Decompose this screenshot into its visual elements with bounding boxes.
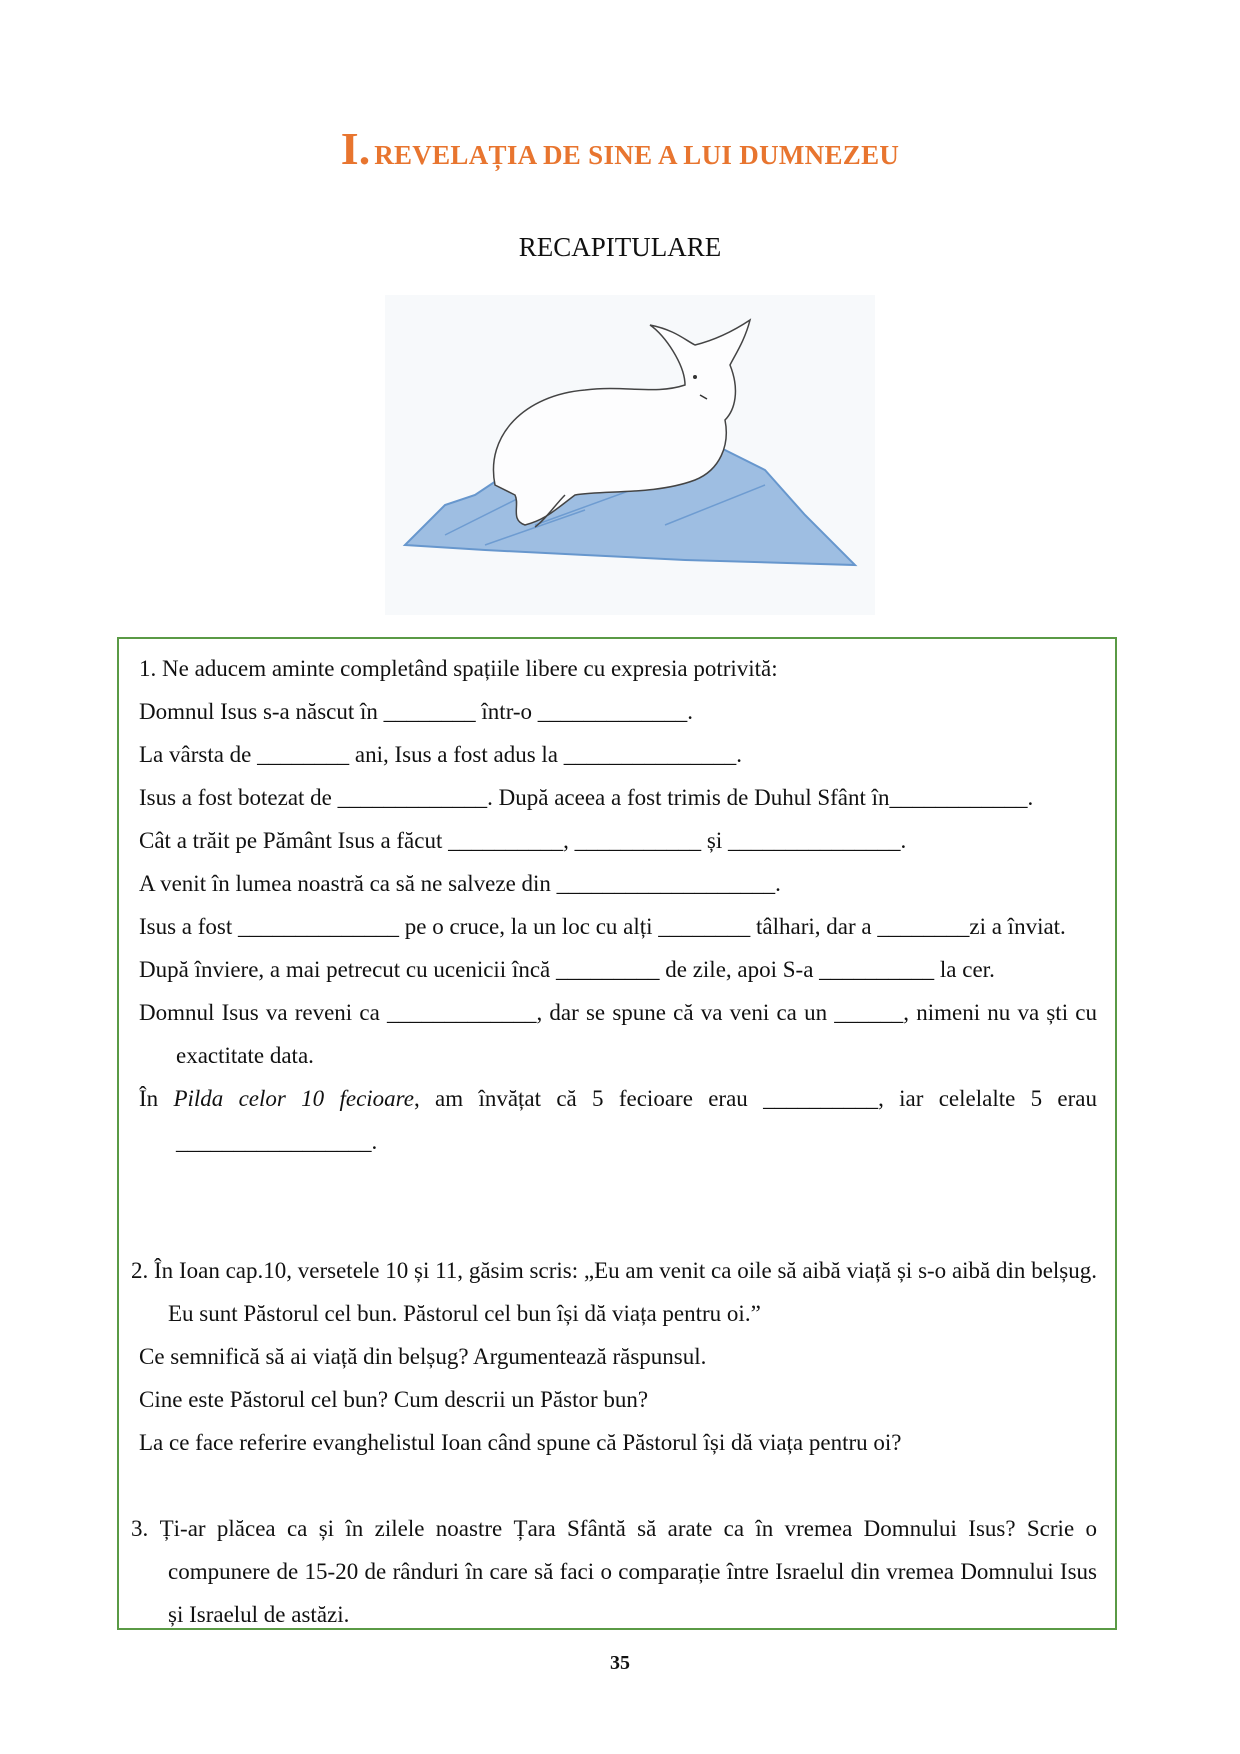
exercise-1-line: După înviere, a mai petrecut cu ucenicii încă _________ de zile, apoi S-a __________ la cer.: [139, 957, 995, 982]
exercise-2-question: La ce face referire evanghelistul Ioan când spune că Păstorul își dă viața pentru oi?: [139, 1430, 902, 1455]
exercise-1-line: Isus a fost botezat de _____________. După aceea a fost trimis de Duhul Sfânt în____________.: [139, 785, 1034, 810]
chapter-title: [0, 122, 1240, 175]
exercise-3-text: 3. Ți-ar plăcea ca și în zilele noastre Țara Sfântă să arate ca în vremea Domnului Isus? Scrie o compunere de 15-20 de rânduri în care să faci o comparație între Israelul din vremea Domnului Isus și Israelul de astăzi.: [131, 1516, 1097, 1627]
exercise-1-line: La vârsta de ________ ani, Isus a fost adus la _______________.: [139, 742, 743, 767]
exercise-1-line: Cât a trăit pe Pământ Isus a făcut __________, ___________ și _______________.: [139, 828, 907, 853]
exercise-1-line: Isus a fost ______________ pe o cruce, la un loc cu alți ________ tâlhari, dar a ________zi a înviat.: [139, 914, 1066, 939]
lamb-illustration: [385, 295, 875, 615]
page-number: 35: [610, 1652, 630, 1674]
chapter-title-text: REVELAȚIA DE SINE A LUI DUMNEZEU: [374, 140, 900, 170]
exercise-1-line: A venit în lumea noastră ca să ne salveze din ___________________.: [139, 871, 781, 896]
parable-title: Pilda celor 10 fecioare: [173, 1086, 414, 1111]
exercise-1-intro: 1. Ne aducem aminte completând spațiile libere cu expresia potrivită:: [139, 656, 778, 681]
exercise-2-question: Ce semnifică să ai viață din belșug? Argumentează răspunsul.: [139, 1344, 707, 1369]
text: În: [139, 1086, 174, 1111]
exercise-1-line: Domnul Isus va reveni ca _____________, dar se spune că va veni ca un ______, nimeni nu va ști cu exactitate data.: [139, 1000, 1097, 1068]
exercise-2-question: Cine este Păstorul cel bun? Cum descrii un Păstor bun?: [139, 1387, 649, 1412]
exercises-box: [117, 637, 1117, 1630]
chapter-number: I.: [340, 123, 371, 174]
section-title: RECAPITULARE: [518, 232, 722, 262]
exercise-2-intro: 2. În Ioan cap.10, versetele 10 și 11, găsim scris: „Eu am venit ca oile să aibă viață și s-o aibă din belșug. Eu sunt Păstorul cel bun. Păstorul cel bun își dă viața pentru oi.”: [131, 1258, 1097, 1326]
exercise-1-parable-line: [139, 1077, 1097, 1163]
exercise-1-line: Domnul Isus s-a născut în ________ într-o _____________.: [139, 699, 694, 724]
text: , am învățat că 5 fecioare erau __________, iar celelalte 5 erau _________________.: [176, 1086, 1097, 1154]
